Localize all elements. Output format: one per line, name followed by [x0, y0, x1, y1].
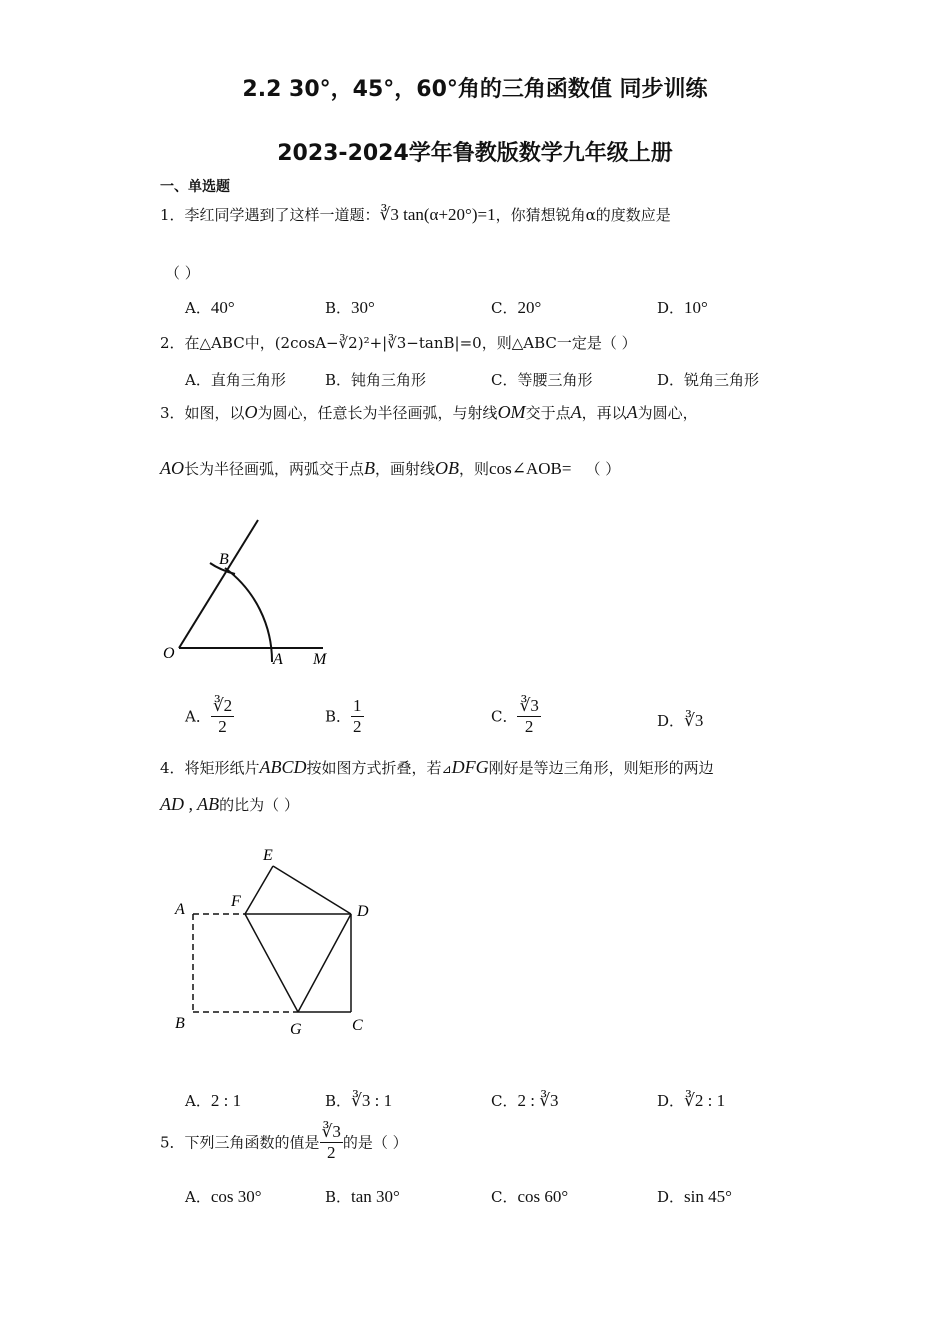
- label-d: D: [357, 903, 369, 920]
- question-5: 5．下列三角函数的值是 $\frac{∛3}{2}$ 的是（ ）: [160, 1122, 408, 1162]
- q4-option-d[interactable]: D．∛2 : 1: [657, 1091, 726, 1110]
- ray-ob: [179, 520, 258, 648]
- q4-option-a[interactable]: A．2 : 1: [185, 1091, 242, 1110]
- q1-option-a[interactable]: A．40°: [185, 298, 235, 317]
- q5-option-a[interactable]: A．cos 30°: [185, 1187, 262, 1206]
- q2-option-c[interactable]: C．等腰三角形: [491, 371, 593, 389]
- q3-option-b[interactable]: B． $\frac{1}{2}$: [325, 696, 362, 736]
- q5-option-b[interactable]: B．tan 30°: [325, 1187, 400, 1206]
- q1-option-d[interactable]: D．10°: [657, 298, 708, 317]
- label-o: O: [163, 645, 175, 662]
- label-c: C: [352, 1017, 363, 1034]
- question-4-line-1: 4．将矩形纸片ABCD按如图方式折叠，若⊿DFG刚好是等边三角形，则矩形的两边: [160, 757, 714, 777]
- q1-tail: ，你猜想锐角α的度数应是: [495, 206, 671, 224]
- label-e: E: [263, 847, 273, 864]
- label-b: B: [175, 1015, 185, 1032]
- q3-option-a[interactable]: A． $\frac{∛2}{2}$: [185, 696, 233, 736]
- q1-option-b[interactable]: B．30°: [325, 298, 375, 317]
- q1-paren: （ ）: [165, 264, 200, 282]
- segment-ed: [273, 866, 351, 914]
- label-m: M: [313, 651, 327, 668]
- q1-formula: ∛3 tan(α+20°)=1: [379, 205, 496, 224]
- q1-text: 1．李红同学遇到了这样一道题：: [160, 206, 380, 224]
- q1-option-c[interactable]: C．20°: [491, 298, 542, 317]
- q3-option-c[interactable]: C． $\frac{∛3}{2}$: [491, 696, 539, 736]
- label-a: A: [175, 901, 185, 918]
- label-f: F: [231, 893, 241, 910]
- section-heading: 一、单选题: [160, 179, 230, 195]
- q4-figure: [165, 840, 385, 1040]
- q3-option-d[interactable]: D．∛3: [657, 711, 704, 730]
- question-2: 2．在△ABC中，(2cosA−∛2)²+|∛3−tanB|=0，则△ABC一定是（ ）: [160, 334, 637, 352]
- question-3-line-2: AO长为半径画弧，两弧交于点B，画射线OB，则cos∠AOB= （ ）: [160, 458, 621, 478]
- q2-option-a[interactable]: A．直角三角形: [185, 371, 286, 389]
- q5-option-d[interactable]: D．sin 45°: [657, 1187, 732, 1206]
- q4-option-c[interactable]: C．2 : ∛3: [491, 1091, 559, 1110]
- question-4-line-2: AD , AB的比为（ ）: [160, 794, 299, 814]
- q2-option-b[interactable]: B．钝角三角形: [325, 371, 427, 389]
- label-b: B: [219, 551, 229, 568]
- segment-dg: [298, 914, 351, 1012]
- question-1: [160, 204, 671, 225]
- label-a: A: [273, 651, 283, 668]
- q5-option-c[interactable]: C．cos 60°: [491, 1187, 569, 1206]
- q4-option-b[interactable]: B．∛3 : 1: [325, 1091, 393, 1110]
- segment-fg: [245, 914, 298, 1012]
- title-line-1: 2.2 30°，45°，60°角的三角函数值 同步训练: [242, 77, 708, 102]
- label-g: G: [290, 1021, 302, 1038]
- q3-figure: [155, 510, 355, 680]
- q2-option-d[interactable]: D．锐角三角形: [657, 371, 760, 389]
- segment-fe: [245, 866, 273, 914]
- title-line-2: 2023-2024学年鲁教版数学九年级上册: [277, 141, 673, 166]
- question-3-line-1: 3．如图，以O为圆心，任意长为半径画弧，与射线OM交于点A，再以A为圆心，: [160, 402, 698, 422]
